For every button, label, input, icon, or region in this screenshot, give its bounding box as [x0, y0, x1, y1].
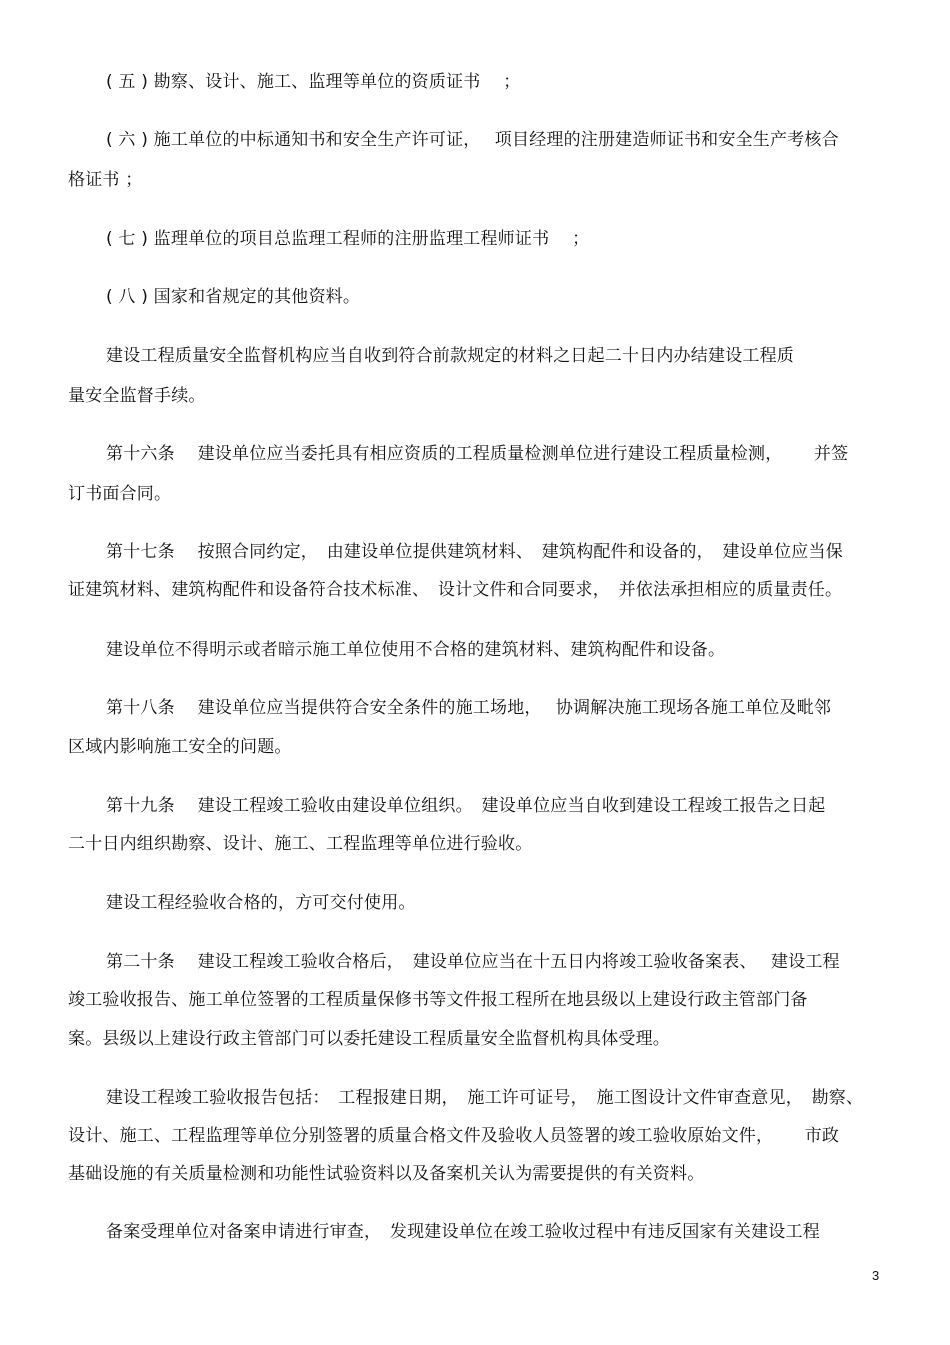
text-line: 基础设施的有关质量检测和功能性试验资料以及备案机关认为需要提供的有关资料。	[68, 1164, 705, 1184]
text-line: 第二十条 建设工程竣工验收合格后， 建设单位应当在十五日内将竣工验收备案表、 建设工程	[106, 952, 840, 972]
text-line: ( 五 ) 勘察、设计、施工、监理等单位的资质证书 ；	[106, 72, 521, 92]
text-line: 建设工程竣工验收报告包括： 工程报建日期， 施工许可证号， 施工图设计文件审查意见， 勘察、	[106, 1088, 864, 1108]
text-line: 案。县级以上建设行政主管部门可以委托建设工程质量安全监督机构具体受理。	[68, 1029, 670, 1049]
text-line: 证建筑材料、建筑构配件和设备符合技术标准、 设计文件和合同要求， 并依法承担相应的质量责任。	[68, 580, 843, 600]
text-line: 订书面合同。	[68, 484, 172, 504]
text-line: 二十日内组织勘察、设计、施工、工程监理等单位进行验收。	[68, 834, 533, 854]
text-line: ( 七 ) 监理单位的项目总监理工程师的注册监理工程师证书 ；	[106, 229, 590, 249]
text-line: 第十八条 建设单位应当提供符合安全条件的施工场地， 协调解决施工现场各施工单位及毗邻	[106, 698, 832, 718]
text-line: 建设单位不得明示或者暗示施工单位使用不合格的建筑材料、建筑构配件和设备。	[106, 640, 726, 660]
text-line: 第十六条 建设单位应当委托具有相应资质的工程质量检测单位进行建设工程质量检测， 并签	[106, 444, 849, 464]
text-line: ( 六 ) 施工单位的中标通知书和安全生产许可证， 项目经理的注册建造师证书和安全生产考核合	[106, 130, 839, 150]
text-line: 设计、施工、工程监理等单位分别签署的质量合格文件及验收人员签署的竣工验收原始文件， 市政	[68, 1126, 840, 1146]
text-line: 建设工程质量安全监督机构应当自收到符合前款规定的材料之日起二十日内办结建设工程质	[106, 346, 794, 366]
text-line: 区域内影响施工安全的问题。	[68, 737, 292, 757]
text-line: ( 八 ) 国家和省规定的其他资料。	[106, 287, 361, 307]
text-line: 建设工程经验收合格的，方可交付使用。	[106, 893, 416, 913]
text-line: 量安全监督手续。	[68, 386, 206, 406]
text-line: 备案受理单位对备案申请进行审查， 发现建设单位在竣工验收过程中有违反国家有关建设工程	[106, 1222, 820, 1242]
text-line: 竣工验收报告、施工单位签署的工程质量保修书等文件报工程所在地县级以上建设行政主管部门备	[68, 990, 808, 1010]
page-number: 3	[872, 1268, 880, 1283]
text-line: 第十九条 建设工程竣工验收由建设单位组织。 建设单位应当自收到建设工程竣工报告之日起	[106, 796, 826, 816]
text-line: 格证书 ；	[68, 170, 143, 190]
text-line: 第十七条 按照合同约定， 由建设单位提供建筑材料、 建筑构配件和设备的， 建设单位应当保	[106, 542, 843, 562]
